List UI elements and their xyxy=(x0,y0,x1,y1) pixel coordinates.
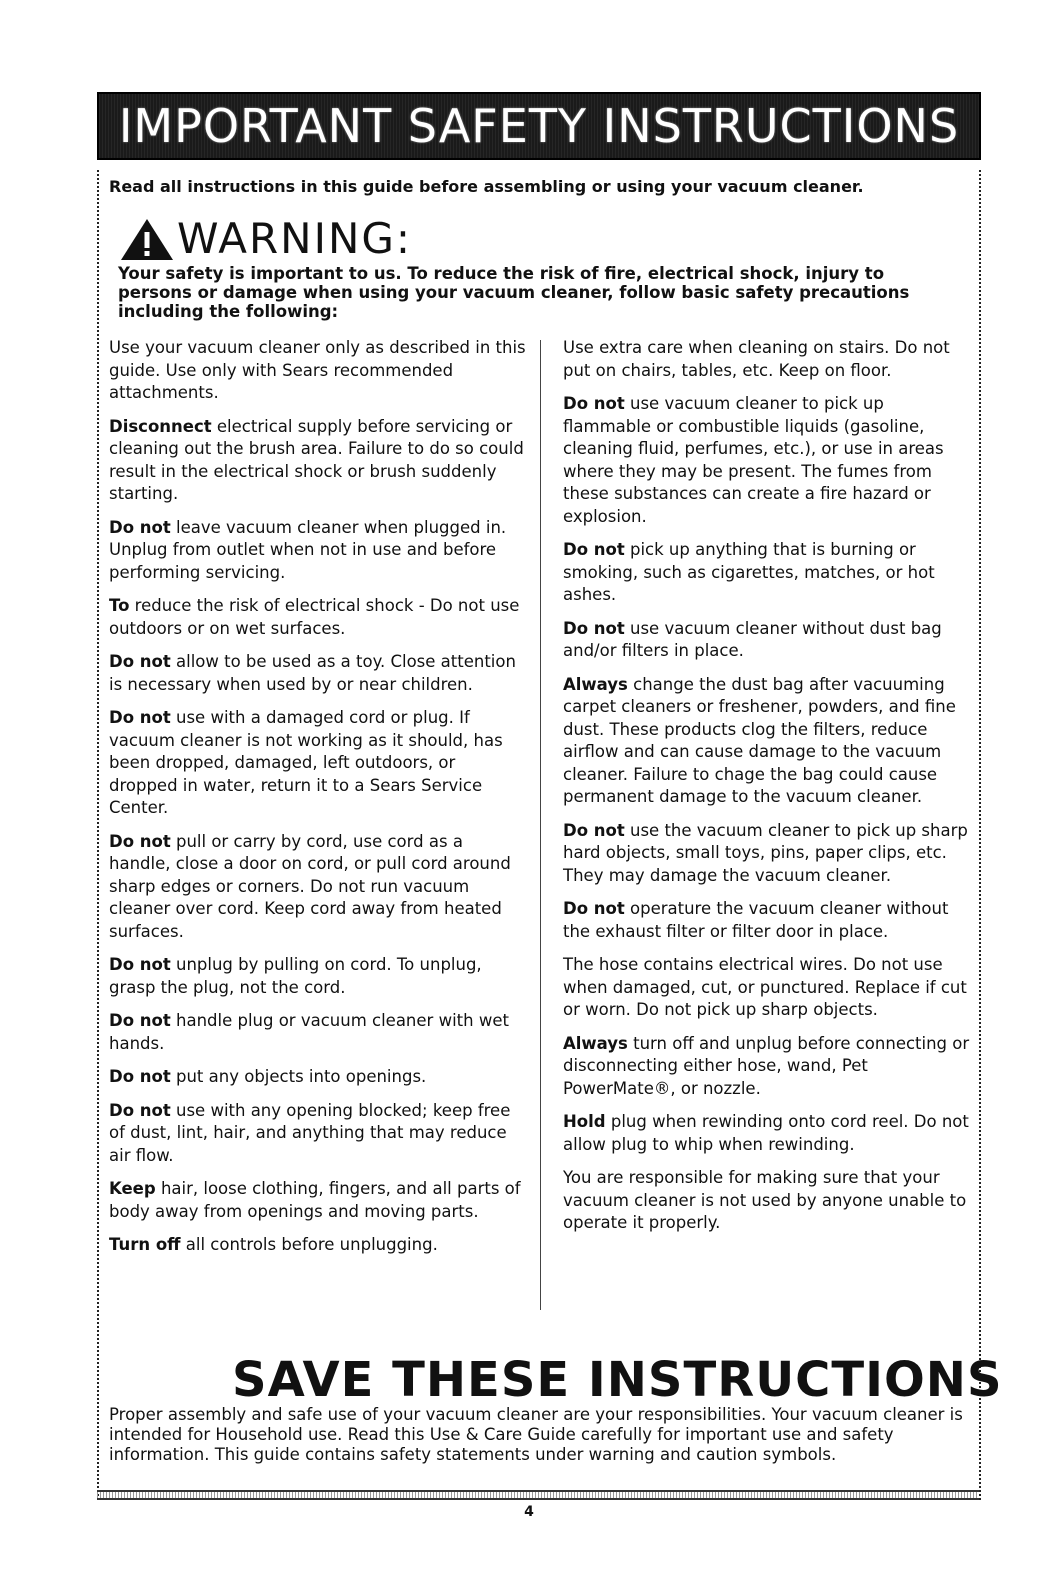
warning-lead: Your safety is important to us. To reduce the risk of fire, electrical shock, injury to persons or damage when using your vacuum cleaner, follow basic safety precautions including the following: xyxy=(118,264,910,321)
safety-item: Do not leave vacuum cleaner when plugged in. Unplug from outlet when not in use and before performing servicing. xyxy=(109,517,507,582)
column-divider xyxy=(540,340,541,1310)
warning-triangle-icon xyxy=(119,216,175,262)
safety-item: Turn off all controls before unplugging. xyxy=(109,1235,438,1254)
safety-item: Do not unplug by pulling on cord. To unplug, grasp the plug, not the cord. xyxy=(109,955,482,997)
safety-item: Do not use the vacuum cleaner to pick up sharp hard objects, small toys, pins, paper clips, etc. They may damage the vacuum cleaner. xyxy=(563,820,968,885)
safety-item: Do not pull or carry by cord, use cord as a handle, close a door on cord, or pull cord around sharp edges or corners. Do not run vacuum cleaner over cord. Keep cord away from heated surfaces. xyxy=(109,831,511,941)
title-banner xyxy=(97,92,981,160)
safety-item: Hold plug when rewinding onto cord reel. Do not allow plug to whip when rewinding. xyxy=(563,1112,969,1154)
safety-item: Use extra care when cleaning on stairs. Do not put on chairs, tables, etc. Keep on floor. xyxy=(563,338,950,380)
right-column xyxy=(563,337,973,1246)
bottom-rule xyxy=(97,1490,979,1500)
safety-item: Keep hair, loose clothing, fingers, and all parts of body away from openings and moving parts. xyxy=(109,1179,521,1221)
warning-title: WARNING: xyxy=(177,214,413,263)
safety-item: Do not handle plug or vacuum cleaner with wet hands. xyxy=(109,1011,509,1053)
save-instructions-heading: SAVE THESE INSTRUCTIONS xyxy=(232,1352,1003,1408)
safety-item: Do not pick up anything that is burning or smoking, such as cigarettes, matches, or hot ashes. xyxy=(563,540,935,604)
safety-item: Do not operature the vacuum cleaner without the exhaust filter or filter door in place. xyxy=(563,899,949,941)
safety-item: You are responsible for making sure that your vacuum cleaner is not used by anyone unable to operate it properly. xyxy=(563,1168,967,1232)
safety-item: Do not allow to be used as a toy. Close attention is necessary when used by or near children. xyxy=(109,652,516,694)
safety-item: The hose contains electrical wires. Do not use when damaged, cut, or punctured. Replace if cut or worn. Do not pick up sharp objects. xyxy=(563,955,967,1019)
left-column xyxy=(109,337,529,1268)
safety-item: Do not use with any opening blocked; keep free of dust, lint, hair, and anything that may reduce air flow. xyxy=(109,1100,511,1165)
page-title: IMPORTANT SAFETY INSTRUCTIONS xyxy=(118,99,960,153)
warning-heading xyxy=(119,214,412,263)
safety-item: Use your vacuum cleaner only as described in this guide. Use only with Sears recommended attachments. xyxy=(109,338,526,402)
closing-paragraph: Proper assembly and safe use of your vacuum cleaner are your responsibilities. Your vacuum cleaner is intended for Household use. Read this Use & Care Guide carefully for important use and safety information. This guide contains safety statements under warning and caution symbols. xyxy=(109,1405,963,1464)
safety-item: Do not use vacuum cleaner without dust bag and/or filters in place. xyxy=(563,618,942,660)
safety-item: Do not use vacuum cleaner to pick up flammable or combustible liquids (gasoline, cleaning fluid, perfumes, etc.), or use in areas where they may be present. The fumes from these substances can create a fire hazard or explosion. xyxy=(563,394,944,526)
page-number: 4 xyxy=(524,1504,534,1520)
safety-item: Disconnect electrical supply before servicing or cleaning out the brush area. Failure to do so could result in the electrical shock or brush suddenly starting. xyxy=(109,416,524,503)
safety-item: To reduce the risk of electrical shock - Do not use outdoors or on wet surfaces. xyxy=(109,596,520,638)
safety-item: Do not use with a damaged cord or plug. If vacuum cleaner is not working as it should, has been dropped, damaged, left outdoors, or dropped in water, return it to a Sears Service Center. xyxy=(109,708,503,817)
safety-item: Always turn off and unplug before connecting or disconnecting either hose, wand, Pet PowerMate®, or nozzle. xyxy=(563,1033,970,1098)
intro-text: Read all instructions in this guide before assembling or using your vacuum cleaner. xyxy=(109,177,864,196)
safety-item: Always change the dust bag after vacuuming carpet cleaners or freshener, powders, and fine dust. These products clog the filters, reduce airflow and can cause damage to the vacuum cleaner. Failure to chage the bag could cause permanent damage to the vacuum cleaner. xyxy=(563,674,956,806)
safety-item: Do not put any objects into openings. xyxy=(109,1067,427,1086)
